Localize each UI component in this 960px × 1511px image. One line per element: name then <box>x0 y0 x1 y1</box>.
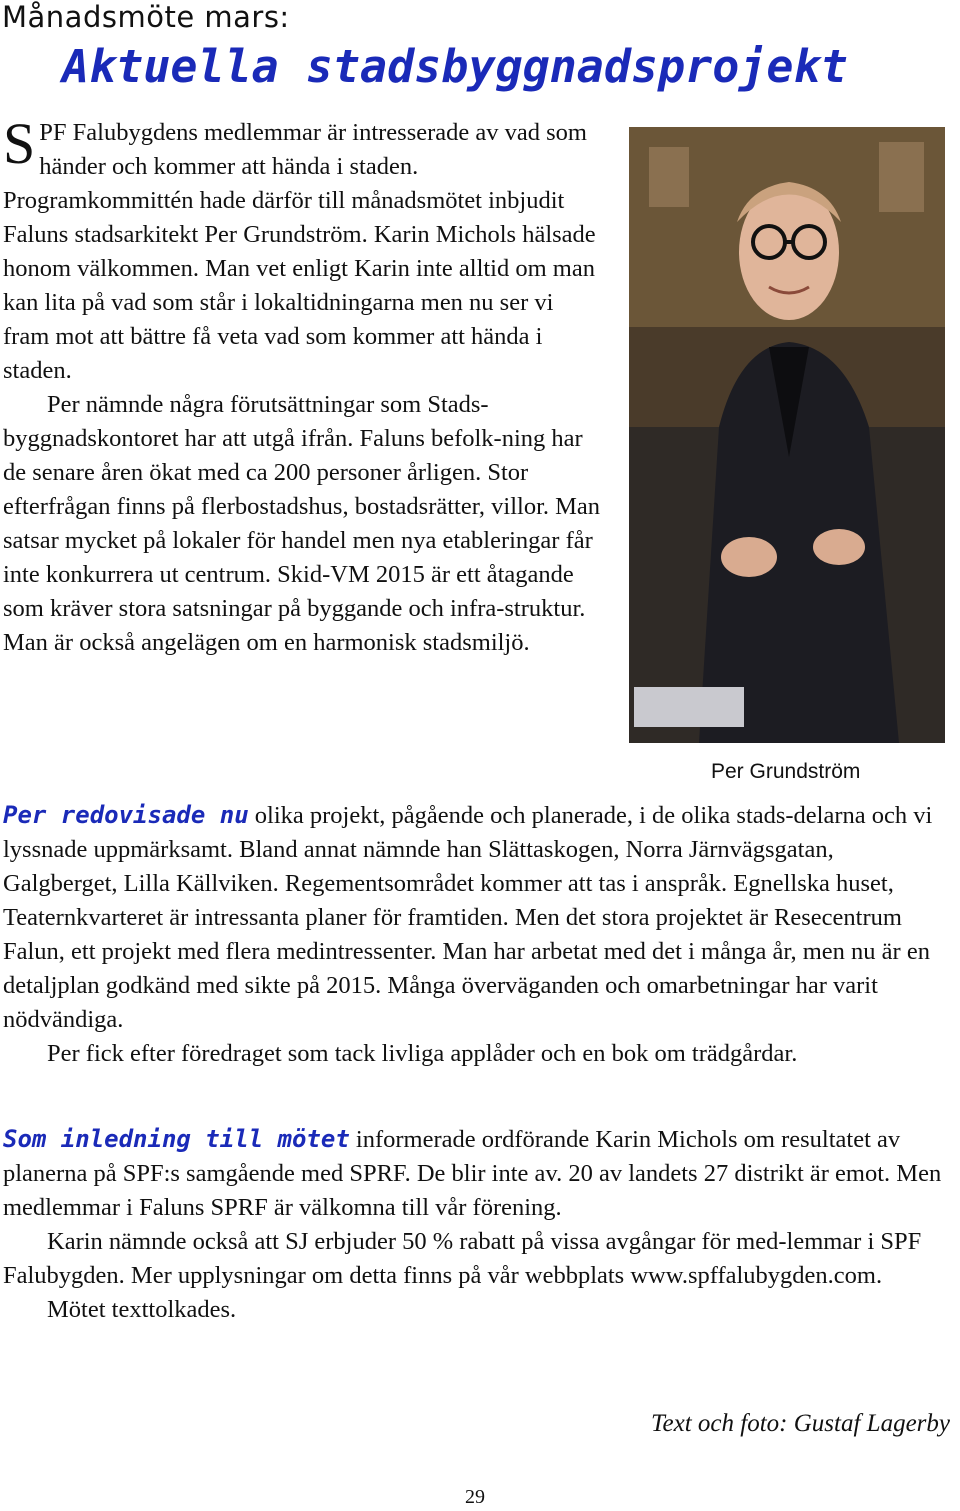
byline-credit: Text och foto: Gustaf Lagerby <box>650 1410 950 1437</box>
section-projects-paragraph-2: Per fick efter föredraget som tack livliga applåder och en bok om trädgårdar. <box>47 1040 798 1067</box>
section-meeting-lead: Som inledning till mötet <box>3 1125 350 1153</box>
article-title: Aktuella stadsbyggnadsprojekt <box>62 40 848 93</box>
intro-paragraph-2: Per nämnde några förutsättningar som Stads-byggnadskontoret har att utgå ifrån. Faluns befolk-ning har de senare åren ökat med ca 200 personer årligen. Stor efterfrågan finns på flerbostadshus, bostadsrätter, villor. Man satsar mycket på lokaler för handel men nya etableringar får inte konkurrera ut centrum. Skid-VM 2015 är ett åtagande som kräver stora satsningar på byggande och infra-struktur. Man är också angelägen om en harmonisk stadsmiljö. <box>3 391 601 656</box>
section-projects <box>3 798 953 1071</box>
page-number: 29 <box>465 1486 485 1508</box>
intro-paragraph-1 <box>3 111 603 388</box>
section-meeting-text: informerade ordförande Karin Michols om resultatet av planerna på SPF:s samgående med SPRF. De blir inte av. 20 av landets 27 distrikt är emot. Men medlemmar i Faluns SPRF är välkomna till vår förening. <box>3 1126 942 1221</box>
drop-cap: S <box>3 111 36 176</box>
intro-column <box>3 111 603 660</box>
portrait-illustration <box>629 127 945 743</box>
intro-paragraph-1-text: PF Falubygdens medlemmar är intresserade av vad som händer och kommer att hända i staden. Programkommittén hade därför till månadsmötet inbjudit Faluns stadsarkitekt Per Grundström. Karin Michols hälsade honom välkommen. Man vet enligt Karin inte alltid om man kan lita på vad som står i lokaltidningarna men nu ser vi fram mot att bättre få veta vad som kommer att hända i staden. <box>3 119 596 384</box>
article-kicker: Månadsmöte mars: <box>2 0 290 34</box>
section-meeting-paragraph-3: Mötet texttolkades. <box>47 1296 237 1323</box>
portrait-photo <box>629 127 945 743</box>
section-projects-lead: Per redovisade nu <box>3 801 249 829</box>
section-meeting-paragraph-2: Karin nämnde också att SJ erbjuder 50 % rabatt på vissa avgångar för med-lemmar i SPF Falubygden. Mer upplysningar om detta finns på vår webbplats www.spffalubygden.com. <box>3 1228 922 1289</box>
section-projects-text: olika projekt, pågående och planerade, i de olika stads-delarna och vi lyssnade uppmärksamt. Bland annat nämnde han Slättaskogen, Norra Järnvägsgatan, Galgberget, Lilla Källviken. Regementsområdet kommer att tas i anspråk. Egnellska huset, Teaternkvarteret är intressanta planer för framtiden. Men det stora projektet är Resecentrum Falun, ett projekt med flera medintressenter. Man har arbetat med det i många år, men nu är en detaljplan godkänd med sikte på 2015. Många överväganden och omarbetningar har varit nödvändiga. <box>3 802 933 1033</box>
section-meeting-paragraph-1 <box>3 1122 953 1225</box>
section-projects-paragraph-1 <box>3 798 953 1037</box>
section-intro-meeting <box>3 1122 953 1327</box>
photo-caption: Per Grundström <box>711 760 861 783</box>
